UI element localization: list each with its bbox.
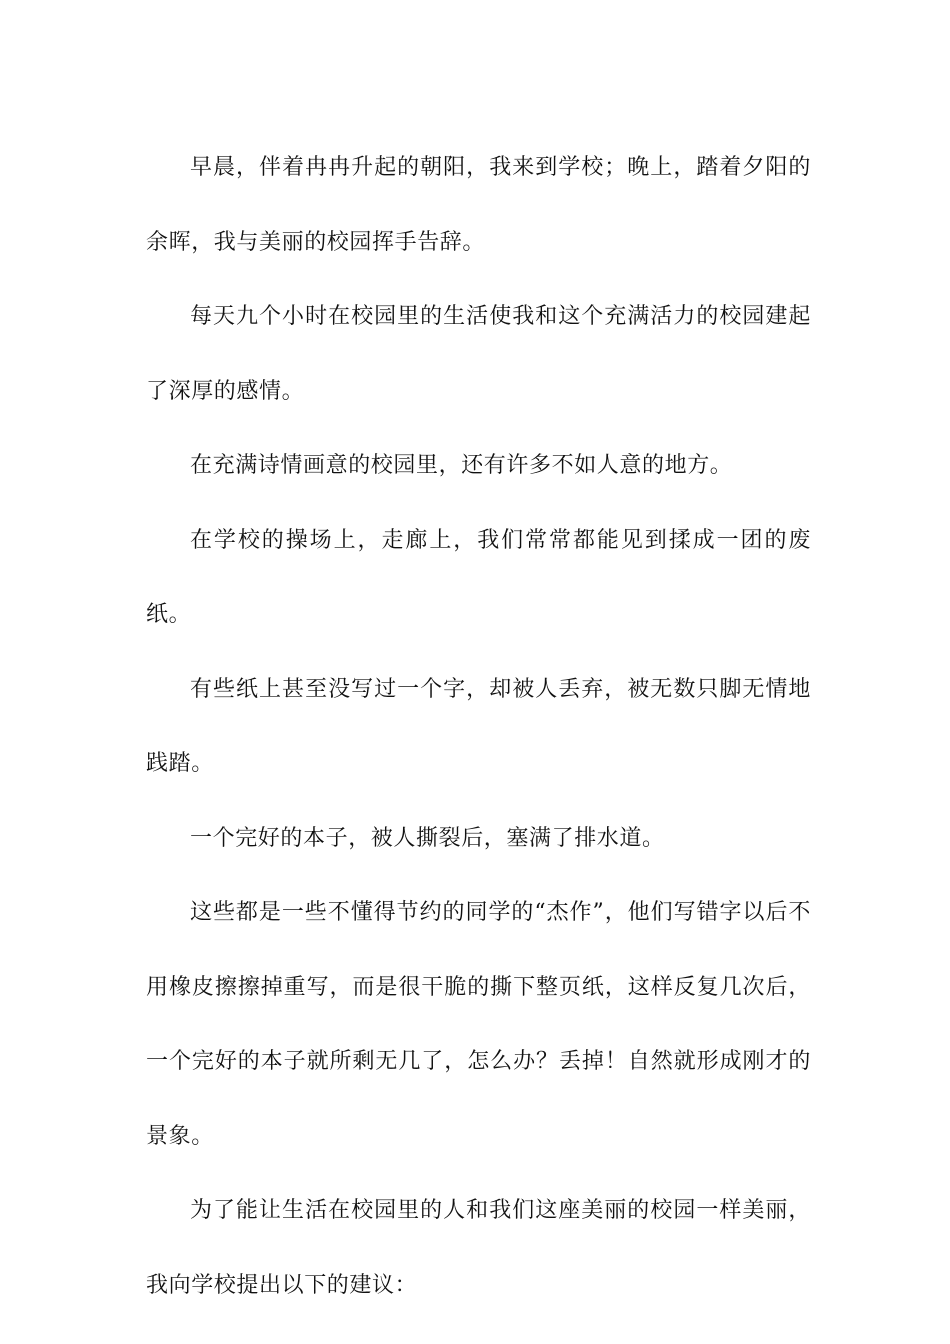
paragraph-5: 有些纸上甚至没写过一个字，却被人丢弃，被无数只脚无情地践踏。 <box>146 676 811 776</box>
document-body <box>146 131 811 1323</box>
paragraph-3: 在充满诗情画意的校园里，还有许多不如人意的地方。 <box>190 453 733 478</box>
paragraph-8: 为了能让生活在校园里的人和我们这座美丽的校园一样美丽，我向学校提出以下的建议： <box>146 1198 811 1298</box>
paragraph-6: 一个完好的本子，被人撕裂后，塞满了排水道。 <box>190 825 665 851</box>
paragraph-4: 在学校的操场上，走廊上，我们常常都能见到揉成一团的废纸。 <box>146 527 811 627</box>
paragraph-2: 每天九个小时在校园里的生活使我和这个充满活力的校园建起了深厚的感情。 <box>146 304 811 404</box>
paragraph-1: 早晨，伴着冉冉升起的朝阳，我来到学校；晚上，踏着夕阳的余晖，我与美丽的校园挥手告辞。 <box>146 155 811 255</box>
paragraph-7: 这些都是一些不懂得节约的同学的“杰作”，他们写错字以后不用橡皮擦擦掉重写，而是很干脆的撕下整页纸，这样反复几次后，一个完好的本子就所剩无几了，怎么办？丢掉！自然就形成刚才的景象。 <box>146 900 811 1149</box>
